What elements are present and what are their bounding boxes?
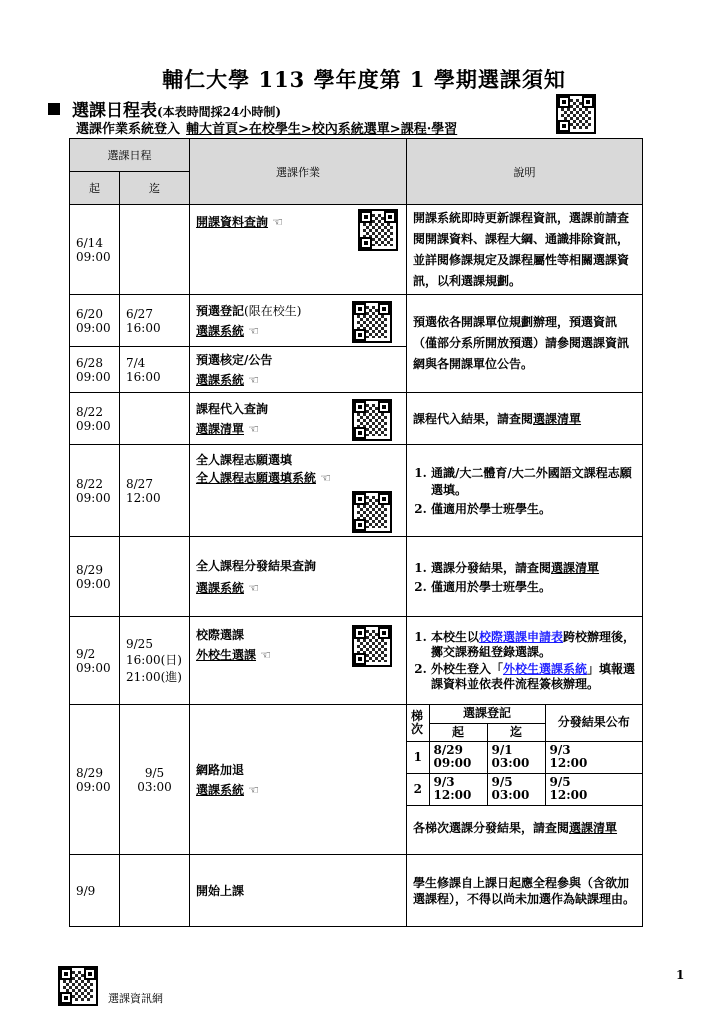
holistic-pref-system-link[interactable]: 全人課程志願選填系統 [196, 471, 317, 485]
row1-desc: 開課系統即時更新課程資訊，選課前請查閱開課資料、課程大綱、通識排除資訊，並詳閱修課規定及課程屬性等相關選課資訊，以利選課規劃。 [407, 205, 643, 295]
row5-end: 8/27 12:00 [120, 445, 190, 537]
square-bullet-icon [48, 103, 60, 115]
intercollegiate-form-link[interactable]: 校際選課申請表 [479, 629, 564, 644]
row1-end [120, 205, 190, 295]
course-list-link[interactable]: 選課清單 [551, 560, 600, 575]
row5-desc [407, 445, 643, 537]
row3-end: 7/4 16:00 [120, 347, 190, 393]
row7-desc-tail-2: 」填報選課資料並依表件流程簽核辦理。 [431, 661, 636, 691]
stage-table [407, 705, 642, 851]
row7-desc-text-1: 本校生以 [431, 629, 480, 644]
row3-start: 6/28 09:00 [70, 347, 120, 393]
course-import-label: 課程代入查詢 [196, 401, 269, 416]
pointing-hand-icon: ☜ [248, 421, 259, 436]
pointing-hand-icon: ☜ [248, 782, 259, 797]
row8-desc [407, 705, 643, 855]
course-system-link[interactable]: 選課系統 [196, 580, 245, 595]
row6-desc-item-2: 2. 僅適用於學士班學生。 [431, 578, 636, 595]
preselect-approve-label: 預選核定/公告 [196, 352, 273, 367]
preselect-note: (限在校生) [244, 303, 302, 318]
stage-end: 9/5 03:00 [487, 773, 545, 805]
row6-desc-text: 選課分發結果，請查閱 [431, 560, 552, 575]
qr-code-icon[interactable] [352, 399, 392, 441]
page-title: 輔仁大學 113 學年度第 1 學期選課須知 [162, 67, 566, 92]
stage-header: 梯次 [407, 705, 429, 741]
preselect-label: 預選登記 [196, 303, 245, 318]
login-path-link[interactable]: 輔大首頁>在校學生>校內系統選單>課程·學習 [186, 122, 458, 137]
qr-code-icon[interactable] [352, 625, 392, 667]
row4-start: 8/22 09:00 [70, 393, 120, 445]
row8-start: 8/29 09:00 [70, 705, 120, 855]
section-note: (本表時間採24小時制) [157, 105, 282, 119]
pointing-hand-icon: ☜ [260, 648, 271, 662]
course-system-link[interactable]: 選課系統 [196, 782, 245, 797]
course-system-link[interactable]: 選課系統 [196, 372, 245, 387]
row4-end [120, 393, 190, 445]
schedule-header: 選課日程 [70, 139, 190, 172]
row5-desc-item-1: 1. 通識/大二體育/大二外國語文課程志願選填。 [431, 464, 636, 498]
holistic-pref-label: 全人課程志願選填 [196, 453, 293, 467]
row7-end: 9/25 16:00(日) 21:00(進) [120, 617, 190, 705]
row6-desc [407, 537, 643, 617]
pointing-hand-icon: ☜ [248, 580, 259, 595]
task-header: 選課作業 [190, 139, 407, 205]
row6-start: 8/29 09:00 [70, 537, 120, 617]
course-list-link[interactable]: 選課清單 [196, 421, 245, 436]
qr-code-icon[interactable] [556, 94, 596, 134]
pointing-hand-icon: ☜ [272, 215, 283, 229]
row6-end [120, 537, 190, 617]
stage-end: 9/1 03:00 [487, 741, 545, 773]
course-list-link[interactable]: 選課清單 [533, 412, 582, 426]
row5-desc-item-2: 2. 僅適用於學士班學生。 [431, 500, 636, 517]
row8-end: 9/5 03:00 [120, 705, 190, 855]
pointing-hand-icon: ☜ [248, 372, 259, 387]
start-header: 起 [70, 172, 120, 205]
stage-no: 1 [407, 741, 429, 773]
row2-end: 6/27 16:00 [120, 295, 190, 347]
end-header: 迄 [120, 172, 190, 205]
external-student-link[interactable]: 外校生選課 [196, 648, 257, 662]
qr-code-icon[interactable] [352, 301, 392, 343]
stage-note [407, 805, 642, 851]
course-system-link[interactable]: 選課系統 [196, 323, 245, 338]
login-label: 選課作業系統登入 [76, 122, 181, 137]
reg-end-header: 迄 [487, 723, 545, 741]
course-list-link[interactable]: 選課清單 [569, 820, 618, 835]
stage-result: 9/5 12:00 [545, 773, 642, 805]
course-info-link[interactable]: 開課資料查詢 [196, 215, 269, 229]
reg-start-header: 起 [429, 723, 487, 741]
row6-desc-item-1 [431, 559, 636, 576]
page-number: 1 [676, 968, 685, 982]
external-course-system-link[interactable]: 外校生選課系統 [503, 661, 588, 676]
pointing-hand-icon: ☜ [248, 323, 259, 338]
row7-start: 9/2 09:00 [70, 617, 120, 705]
schedule-table [69, 138, 643, 927]
result-header: 分發結果公布 [545, 705, 642, 741]
stage-no: 2 [407, 773, 429, 805]
row2-desc: 預選依各開課單位規劃辦理，預選資訊（僅部分系所開放預選）請參閱選課資訊網與各開課單位公告。 [407, 295, 643, 393]
holistic-result-label: 全人課程分發結果查詢 [196, 558, 317, 573]
qr-code-icon[interactable] [352, 491, 392, 533]
row9-task: 開始上課 [190, 855, 407, 927]
pointing-hand-icon: ☜ [320, 471, 331, 485]
intercollegiate-label: 校際選課 [196, 628, 245, 642]
row7-desc-item-1 [431, 630, 636, 660]
row7-desc-item-2 [431, 662, 636, 692]
row5-start: 8/22 09:00 [70, 445, 120, 537]
section-title: 選課日程表 [72, 101, 157, 121]
row9-end [120, 855, 190, 927]
login-line [76, 118, 457, 137]
row7-desc-tail-1: 跨校辦理後，擲交課務組登錄選課。 [431, 629, 636, 659]
row7-desc [407, 617, 643, 705]
row2-start: 6/20 09:00 [70, 295, 120, 347]
stage-start: 8/29 09:00 [429, 741, 487, 773]
reg-header: 選課登記 [429, 705, 545, 723]
row9-start: 9/9 [70, 855, 120, 927]
stage-result: 9/3 12:00 [545, 741, 642, 773]
online-add-drop-label: 網路加退 [196, 762, 245, 777]
stage-start: 9/3 12:00 [429, 773, 487, 805]
footer-label: 選課資訊網 [108, 992, 163, 1005]
desc-header: 說明 [407, 139, 643, 205]
qr-code-icon[interactable] [358, 209, 398, 251]
row1-start: 6/14 09:00 [70, 205, 120, 295]
row9-desc: 學生修課自上課日起應全程參與（含欲加選課程），不得以尚未加選作為缺課理由。 [407, 855, 643, 927]
qr-code-icon[interactable] [58, 966, 98, 1006]
row4-desc-text: 課程代入結果，請查閱 [413, 412, 534, 426]
row4-desc [407, 393, 643, 445]
stage-note-text: 各梯次選課分發結果，請查閱 [413, 820, 570, 835]
row7-desc-text-2: 外校生登入「 [431, 661, 504, 676]
